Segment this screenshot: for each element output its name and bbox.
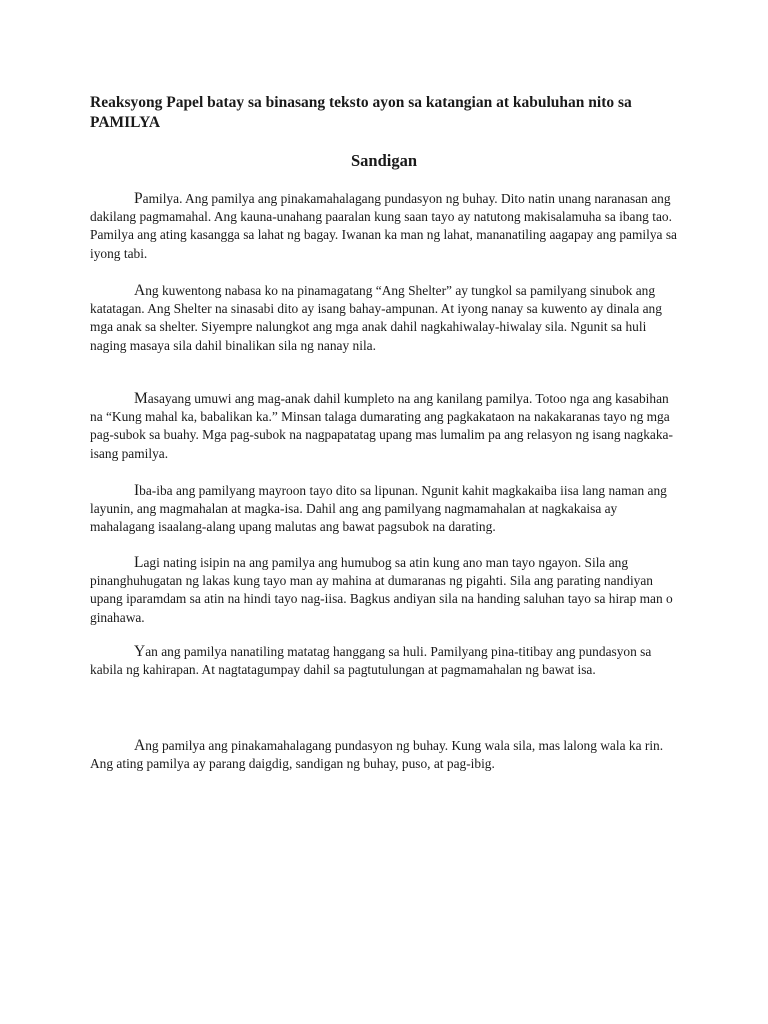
paragraph-text: ba-iba ang pamilyang mayroon tayo dito sa lipunan. Ngunit kahit magkakaiba iisa lang naman ang layunin, ang magmahalan at magka-isa. Dahil ang ang pamilyang nagmamahalan at nagkakaisa ay mahalagang isaalang-alang upang malutas ang bawat pagsubok na darating.: [90, 483, 667, 535]
paragraph-7: [90, 737, 680, 773]
paragraph-initial: A: [134, 737, 146, 754]
document-heading: Sandigan: [350, 151, 418, 170]
paragraph-initial: I: [134, 482, 140, 499]
paragraph-text: ng kuwentong nabasa ko na pinamagatang “Ang Shelter” ay tungkol sa pamilyang sinubok ang katatagan. Ang Shelter na sinasabi dito ay isang bahay-ampunan. At iyong nanay sa kuwento ay dinala ang mga anak sa shelter. Siyempre nalungkot ang mga anak dahil nagkahiwalay-hiwalay sila. Ngunit sa huli naging masaya sila dahil binalikan sila ng nanay nila.: [90, 283, 662, 353]
paragraph-initial: A: [134, 282, 146, 299]
paragraph-1: [90, 190, 680, 263]
paragraph-4: [90, 482, 680, 537]
document-title: Reaksyong Papel batay sa binasang teksto ayon sa katangian at kabuluhan nito sa PAMILYA: [90, 94, 632, 131]
paragraph-initial: M: [134, 390, 148, 407]
paragraph-text: agi nating isipin na ang pamilya ang humubog sa atin kung ano man tayo ngayon. Sila ang pinanghuhugatan ng lakas kung tayo man ay mahina at dumaranas ng pigahti. Sila ang parating nandiyan upang iparamdam sa atin na hindi tayo nag-iisa. Bagkus andiyan sila na handing saluhan tayo sa hirap man o ginahawa.: [90, 555, 673, 625]
paragraph-text: asayang umuwi ang mag-anak dahil kumpleto na ang kanilang pamilya. Totoo nga ang kasabihan na “Kung mahal ka, babalikan ka.” Minsan talaga dumarating ang pagkakataon na nakakaranas tayo ng mga pag-subok sa buahy. Mga pag-subok na nagpapatatag upang mas lumalim pa ang relasyon ng isang nagkaka-isang pamilya.: [90, 391, 673, 461]
paragraph-initial: P: [134, 190, 143, 207]
paragraph-6: [90, 643, 680, 679]
paragraph-initial: Y: [134, 643, 146, 660]
paragraph-3: [90, 390, 680, 463]
paragraph-initial: L: [134, 554, 144, 571]
paragraph-text: ng pamilya ang pinakamahalagang pundasyon ng buhay. Kung wala sila, mas lalong wala ka rin. Ang ating pamilya ay parang daigdig, sandigan ng buhay, puso, at pag-ibig.: [90, 738, 664, 772]
paragraph-text: amilya. Ang pamilya ang pinakamahalagang pundasyon ng buhay. Dito natin unang naranasan ang dakilang pagmamahal. Ang kauna-unahang paaralan kung saan tayo ay natutong makisalamuha sa ibang tao. Pamilya ang ating kasangga sa lahat ng bagay. Iwanan ka man ng lahat, mananatiling aagapay ang pamilya sa iyong tabi.: [90, 191, 677, 261]
paragraph-5: [90, 554, 680, 627]
paragraph-text: an ang pamilya nanatiling matatag hanggang sa huli. Pamilyang pina-titibay ang pundasyon sa kabila ng kahirapan. At nagtatagumpay dahil sa pagtutulungan at pagmamahalan ng bawat isa.: [90, 644, 652, 678]
paragraph-2: [90, 282, 680, 355]
